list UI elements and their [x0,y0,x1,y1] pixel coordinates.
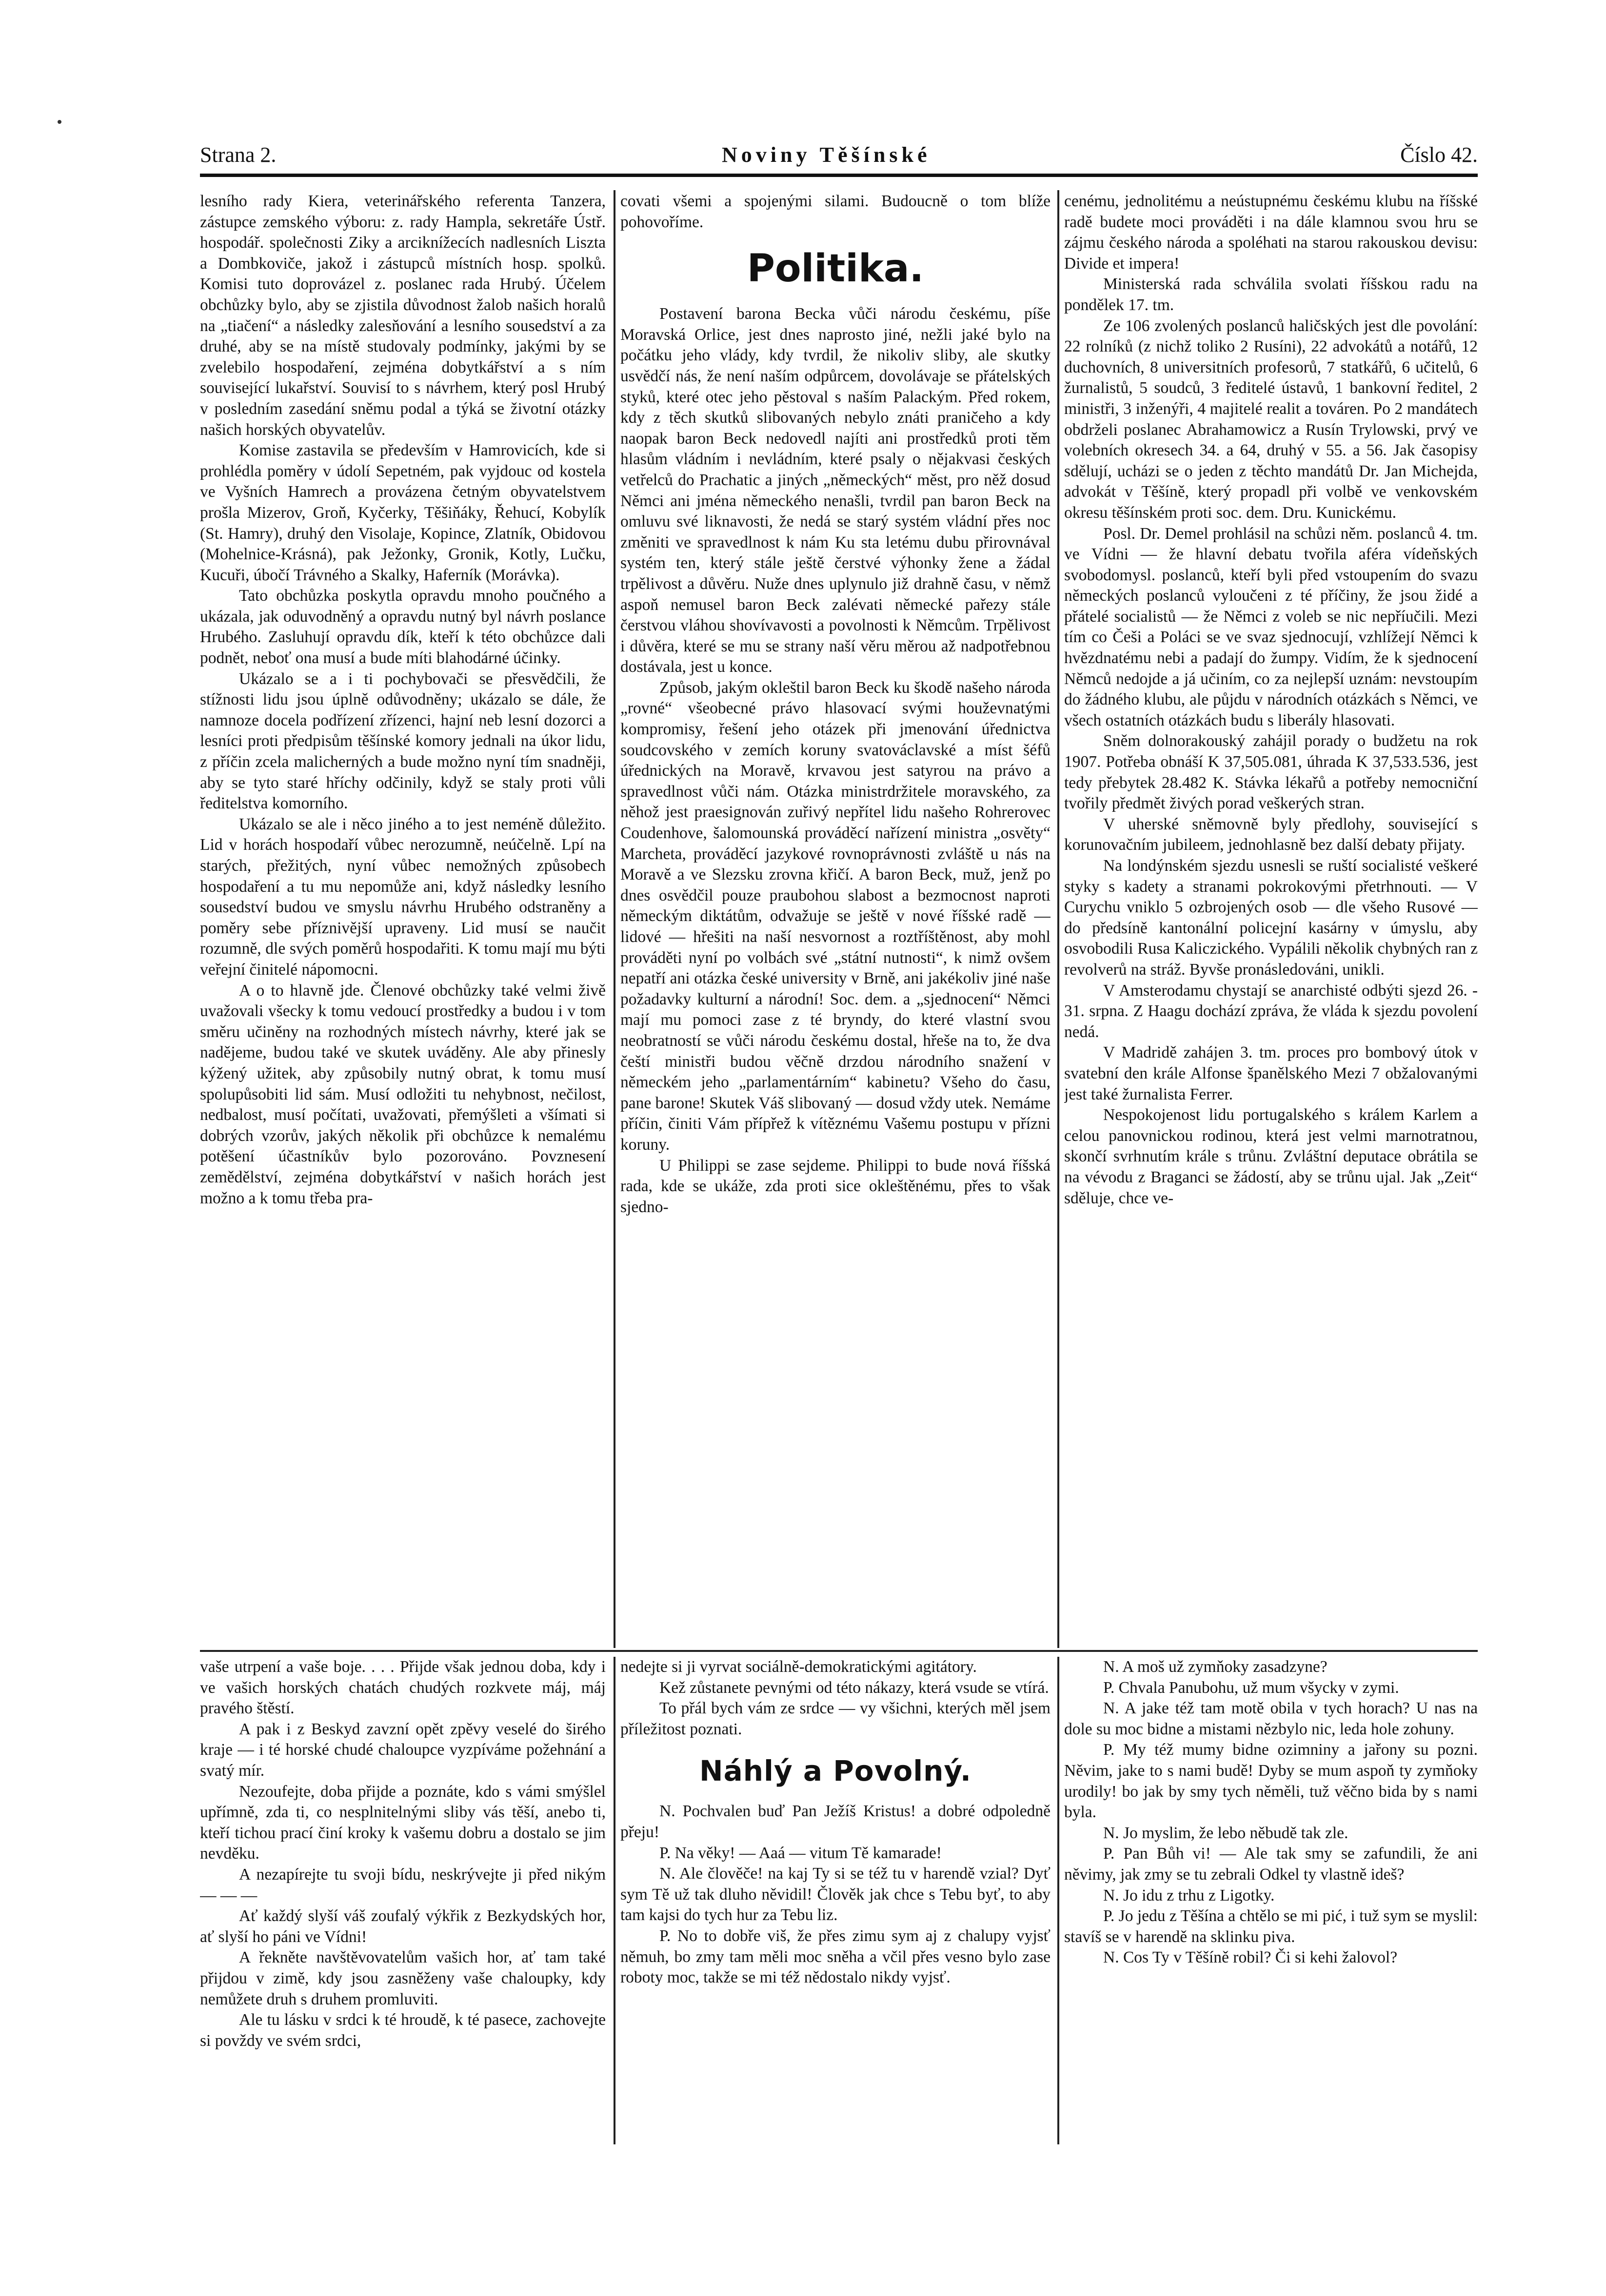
column-divider [1057,1657,1059,2144]
article-column-3 [1064,191,1478,1647]
article-paragraph: To přál bych vám ze srdce — vy všichni, kterých měl jsem příležitost poznati. [620,1699,1051,1738]
article-paragraph: Ukázalo se a i ti pochybovači se přesvědčili, že stížnosti lidu jsou úplně odůvodněny; ukázalo se dále, že namnoze docela podřízení zřízenci, hajní neb lesní dozorci a lesníci proti předpisům těšínské komory jednali na úkor lidu, z příčin zcela malicherných a bude možno nyní tím snadněji, aby se tyto staré hříchy odčinily, když se staly proti vůli ředitelstva komorního. [200,669,606,813]
article-paragraph: Posl. Dr. Demel prohlásil na schůzi něm. poslanců 4. tm. ve Vídni — že hlavní debatu tvořila aféra vídeňských svobodomysl. poslanců, kteří byli před vstoupením do svazu německých poslanců vyloučeni z té příčiny, že jsou židé a přátelé socialistů — že Němci z voleb se nic nepříučili. Mezi tím co Češi a Poláci se ve svaz sjednocují, vzhlížejí Němci k hvězdnatému nebi a padají do žumpy. Vidím, že k sjednocení Němců nedojde a já učiním, co za nejlepší uznám: nevstoupím do žádného klubu, ale půjdu v národních otázkách s Němci, ve všech ostatních otázkách budu s liberály hlasovati. [1064,524,1478,729]
dialogue-line: P. No to dobře viš, že přes zimu sym aj z chalupy vyjsť němuh, bo zmy tam měli moc sněha a včil přes vesno bylo zase roboty moc, takže se mi též nědostalo nikdy vyjsť. [620,1926,1051,1987]
feuilleton-column-2 [620,1657,1051,2144]
scan-speck [58,120,61,124]
article-paragraph: Komise zastavila se především v Hamrovicích, kde si prohlédla poměry v údolí Sepetném, pak vyjdouc od kostela ve Vyšních Hamrech a provázena četným obyvatelstvem prošla Mizerov, Groň, Kyčerky, Těšiňáky, Řehucí, Kobylík (St. Hamry), druhý den Visolaje, Kopince, Zlatník, Obidovou (Mohelnice-Krásná), pak Ježonky, Gronik, Kotly, Lučku, Kucuři, úbočí Trávného a Skalky, Haferník (Morávka). [200,441,606,584]
dialogue-line: P. Na věky! — Aaá — vitum Tě kamarade! [659,1844,942,1862]
dialogue-line: N. Ale člověče! na kaj Ty si se též tu v harendě vzial? Dyť sym Tě už tak dluho něvidil! Člověk jak chce s Tebu byť, to aby tam kajsi do tych hur za Tebu liz. [620,1864,1051,1924]
article-paragraph: nedejte si ji vyrvat sociálně-demokratickými agitátory. [620,1658,977,1676]
article-paragraph: A o to hlavně jde. Členové obchůzky také velmi živě uvažovali všecky k tomu vedoucí prostředky a budou i v tom směru učiněny na rozhodných místech návrhy, které jak se nadějeme, budou také ve skutek uváděny. Ale aby přinesly kýžený užitek, aby způsobily nutný obrat, k tomu musí spolupůsobiti lid sám. Musí odložiti tu nehybnost, nečilost, nedbalost, musí počítati, uvažovati, přemýšleti a všímati si dobrých vzorův, jakých několik při obchůzce k nemalému potěšení účastníkův bylo pozorováno. Povznesení zemědělství, zejména dobytkářství v našich horách jest možno a k tomu třeba pra- [200,981,606,1207]
article-paragraph: Tato obchůzka poskytla opravdu mnoho poučného a ukázala, jak oduvodněný a opravdu nutný byl návrh poslance Hrubého. Zasluhují opravdu dík, kteří k této obchůzce dali podnět, neboť ona musí a bude míti blahodárné účinky. [200,587,606,667]
page-number: Strana 2. [200,143,277,167]
article-paragraph: Ze 106 zvolených poslanců haličských jest dle povolání: 22 rolníků (z nichž toliko 2 Rusíni), 22 advokátů a notářů, 12 duchovních, 8 universitních profesorů, 7 statkářů, 6 učitelů, 6 žurnalistů, 5 soudců, 3 ředitelé ústavů, 1 bankovní ředitel, 2 ministři, 3 inženýři, 4 majitelé realit a továren. Po 2 mandátech obdrželi poslanec Abrahamowicz a Rusín Trylowski, prvý ve volebních okresech 34. a 64, druhý v 55. a 56. Jak časopisy sdělují, ucházi se o jeden z těchto mandátů Dr. Jan Michejda, advokát v Těšíně, který propadl při volbě ve venkovském okresu těšínském proti soc. dem. Dru. Kunickému. [1064,316,1478,522]
feuilleton-heading: Náhlý a Povolný. [699,1754,972,1788]
article-paragraph: Ukázalo se ale i něco jiného a to jest neméně důležito. Lid v horách hospodaří vůbec nerozumně, neúčelně. Lpí na starých, přežitých, nyní vůbec nemožných způsobech hospodaření a tu mu nepomůže ani, když následky lesního sousedství budou ve smyslu návrhu Hrubého odstraněny a poměry sebe příznivější upraveny. Lid musí se naučit rozumně, dle svých poměrů hospodařiti. K tomu mají mu býti veřejní činitelé nápomocni. [200,815,606,979]
article-paragraph: Nespokojenost lidu portugalského s králem Karlem a celou panovnickou rodinou, která jest velmi marnotratnou, skončí svrhnutím krále s trůnu. Zvláštní deputace obrátila se na vévodu z Braganci se žádostí, aby se trůnu ujal. Jak „Zeit“ sděluje, chce ve- [1064,1106,1478,1207]
dialogue-line: N. Jo idu z trhu z Ligotky. [1103,1886,1275,1904]
column-divider [614,1657,615,2144]
article-paragraph: V Amsterodamu chystají se anarchisté odbýti sjezd 26. - 31. srpna. Z Haagu dochází zpráva, že vláda k sjezdu povolení nedá. [1064,981,1478,1041]
article-paragraph: Na londýnském sjezdu usnesli se ruští socialisté veškeré styky s kadety a stranami pokrokovými přetrhnouti. — V Curychu vniklo 5 ozbrojených osob — dle všeho Rusové — do předsíně kantonální policejní kasárny v úmyslu, aby osvobodili Rusa Kaliczického. Vypálili několik chybných ran z revolverů na stráž. Byvše pronásledováni, unikli. [1064,857,1478,979]
article-paragraph: V Madridě zahájen 3. tm. proces pro bombový útok v svatební den krále Alfonse španělského Mezi 7 obžalovanými jest také žurnalista Ferrer. [1064,1043,1478,1103]
article-paragraph: A řekněte navštěvovatelům vašich hor, ať tam také přijdou v zimě, kdy jsou zasněženy vaše chaloupky, kdy nemůžete druh s druhem promluviti. [200,1948,606,2008]
column-divider [1057,190,1059,1648]
section-heading: Politika. [747,247,924,291]
article-paragraph: Ať každý slyší váš zoufalý výkřik z Bezkydských hor, ať slyší ho páni ve Vídni! [200,1907,606,1946]
article-paragraph: Ministerská rada schválila svolati říšskou radu na pondělek 17. tm. [1064,275,1478,314]
article-paragraph: Postavení barona Becka vůči národu českému, píše Moravská Orlice, jest dnes naprosto jiné, nežli jaké bylo na počátku jeho vlády, kdy tvrdil, že nikoliv sliby, ale skutky usvědčí nás, že není naším odpůrcem, dovolávaje se přátelských styků, které otec jeho pěstoval s naším Palackým. Před rokem, kdy z těch skutků slibovaných nebylo znáti praničeho a kdy naopak baron Beck nedovedl najíti ani prostředků proti těm hlasům vládním i nevládním, které psaly o nějakvasi českých vetřelců do Prachatic a jiných „německých“ měst, pro něž dosud Němci ani jména německého nenašli, tvrdil pan baron Beck na omluvu své liknavosti, že nedá se starý systém vládní přes noc změniti ve spravedlnost k nám Ku sta letému dubu přirovnával systém ten, který stále ještě čerstvé výhonky žene a žádal trpělivost a důvěru. Nuže dnes uplynulo již drahně času, v němž aspoň nemusel baron Beck zalévati německé pařezy stále čerstvou vláhou shovívavosti a povolnosti k Němcům. Trpělivost i důvěra, které se mu se strany naší věru měrou až nadpotřebnou dostávala, jest u konce. [620,305,1051,676]
issue-number: Číslo 42. [1400,143,1478,167]
article-paragraph: Způsob, jakým okleštil baron Beck ku škodě našeho národa „rovné“ všeobecné právo hlasovací svými houževnatými kompromisy, řešení jeho otázek při jmenování úřednictva soudcovského v zemích koruny svatováclavské a míst šéfů úřednických na Moravě, krvavou jest satyrou na právo a spravedlnost vůči nám. Otázka ministrdržitele moravského, za něhož jest praesignován zuřivý nepřítel lidu našeho Rohrerovec Coudenhove, šalomounská prováděcí nařízení ministra „osvěty“ Marcheta, prováděcí jazykové rovnoprávnosti zvláště u nás na Moravě a ve Slezsku zrovna křičí. A baron Beck, muž, jenž po dnes osvědčil pouze praubohou slabost a bezmocnost naproti německým diktátům, odvažuje se ještě v nové říšské radě — lidové — hřešiti na naší nesvornost a roztříštěnost, aby mohl prováděti nyní po volbách své „státní nutnosti“, k nimž ovšem nepatří ani otázka české university v Brně, ani jakékoliv jiné naše požadavky kulturní a národní! Soc. dem. a „sjednocení“ Němci mají mu pomoci zase z té bryndy, do které vlastní svou neobratností se vůči národu českému dostal, hřeše na to, že dva čeští ministři budou věčně drzdou národního snažení v německém jeho „parlamentárním“ kabinetu? Všeho do času, pane barone! Skutek Váš slibovaný — dosud vždy utek. Nemáme příčin, činiti Vám přípřež k vítěznému Vašemu postupu v přízni koruny. [620,678,1051,1154]
section-divider [200,1650,1478,1652]
dialogue-line: P. Jo jedu z Těšína a chtělo se mi pić, i tuž sym se myslil: stavíš se v harendě na sklinku piva. [1064,1907,1478,1946]
page-header [200,141,1478,171]
dialogue-line: N. A moš už zymňoky zasadzyne? [1103,1658,1328,1676]
article-paragraph: U Philippi se zase sejdeme. Philippi to bude nová říšská rada, kde se ukáže, zda proti sice okleštěnému, přes to však sjedno- [620,1156,1051,1216]
article-paragraph: covati všemi a spojenými silami. Budoucně o tom blíže pohovoříme. [620,192,1051,231]
article-paragraph: Sněm dolnorakouský zahájil porady o budžetu na rok 1907. Potřeba obnáší K 37,505.081, úhrada K 37,533.536, jest tedy přebytek 28.482 K. Stávka lékařů a potřeby nemocniční tvořily předmět živých porad veškerých stran. [1064,732,1478,813]
dialogue-line: P. Chvala Panubohu, už mum všycky v zymi. [1103,1678,1399,1697]
article-column-2 [620,191,1051,1647]
dialogue-line: P. My též mumy bidne ozimniny a jařony su pozni. Něvim, jake to s nami budě! Dyby se mum aspoň ty zymňoky urodily! bo jak by smy tych něměli, tuž věčno bida by s nami byla. [1064,1741,1478,1822]
masthead-title: Noviny Těšínské [722,143,931,167]
article-paragraph: Kež zůstanete pevnými od této nákazy, která vsude se vtírá. [659,1678,1049,1697]
article-paragraph: Nezoufejte, doba přijde a poznáte, kdo s vámi smýšlel upřímně, zda ti, co nesplnitelnými sliby vás těší, anebo ti, kteří tichou prací činí kroky k vašemu dobru a dostalo se jim nevděku. [200,1782,606,1863]
dialogue-line: N. A jake též tam motě obila v tych horach? U nas na dole su moc bidne a mistami nězbylo nic, leda hole zohuny. [1064,1699,1478,1738]
dialogue-line: N. Pochvalen buď Pan Ježíš Kristus! a dobré odpoledně přeju! [620,1802,1051,1841]
article-paragraph: A nezapírejte tu svoji bídu, neskrývejte ji před nikým — — — [200,1865,606,1904]
article-paragraph: lesního rady Kiera, veterinářského referenta Tanzera, zástupce zemského výboru: z. rady Hampla, sekretáře Ústř. hospodář. společnosti Ziky a arciknížecích nadlesních Liszta a Dombkoviče, jakož i zástupců místních hosp. spolků. Komisi tuto doprovázel z. poslanec rada Hrubý. Účelem obchůzky bylo, aby se zjistila důvodnost žalob našich horalů na „tiačení“ a následky zalesňování a lesního sousedství a za druhé, aby se na místě studovaly podmínky, jakými by se zvelebilo hospodaření, zejména dobytkářství a s ním související lukařství. Souvisí to s návrhem, který posl Hrubý v posledním zasedání sněmu podal a týká se životní otázky našich horských obyvatelův. [200,192,606,439]
feuilleton-column-1 [200,1657,606,2144]
article-paragraph: Ale tu lásku v srdci k té hroudě, k té pasece, zachovejte si povždy ve svém srdci, [200,2011,606,2050]
dialogue-line: N. Cos Ty v Těšíně robil? Či si kehi žalovol? [1103,1948,1398,1967]
feuilleton-column-3 [1064,1657,1478,2144]
dialogue-line: N. Jo myslim, že lebo něbudě tak zle. [1103,1824,1348,1842]
article-paragraph: A pak i z Beskyd zavzní opět zpěvy veselé do širého kraje — i té horské chudé chaloupce vyzpíváme požehnání a svatý mír. [200,1720,606,1780]
article-paragraph: cenému, jednolitému a neústupnému českému klubu na říšské radě budete moci prováděti i na dále klamnou svou hru se zájmu českého národa a spoléhati na starou rakouskou devisu: Divide et impera! [1064,192,1478,273]
article-paragraph: V uherské sněmovně byly předlohy, související s korunovačním jubileem, jednohlasně bez další debaty přijaty. [1064,815,1478,854]
header-rule [200,174,1478,177]
article-paragraph: vaše utrpení a vaše boje. . . . Přijde však jednou doba, kdy i ve vašich horských chatách chudých rozkvete máj, máj pravého štěstí. [200,1658,606,1718]
column-divider [614,190,615,1648]
dialogue-line: P. Pan Bůh vi! — Ale tak smy se zafundili, že ani něvimy, jak zmy se tu zebrali Odkel ty vlastně ideš? [1064,1845,1478,1884]
article-column-1 [200,191,606,1647]
